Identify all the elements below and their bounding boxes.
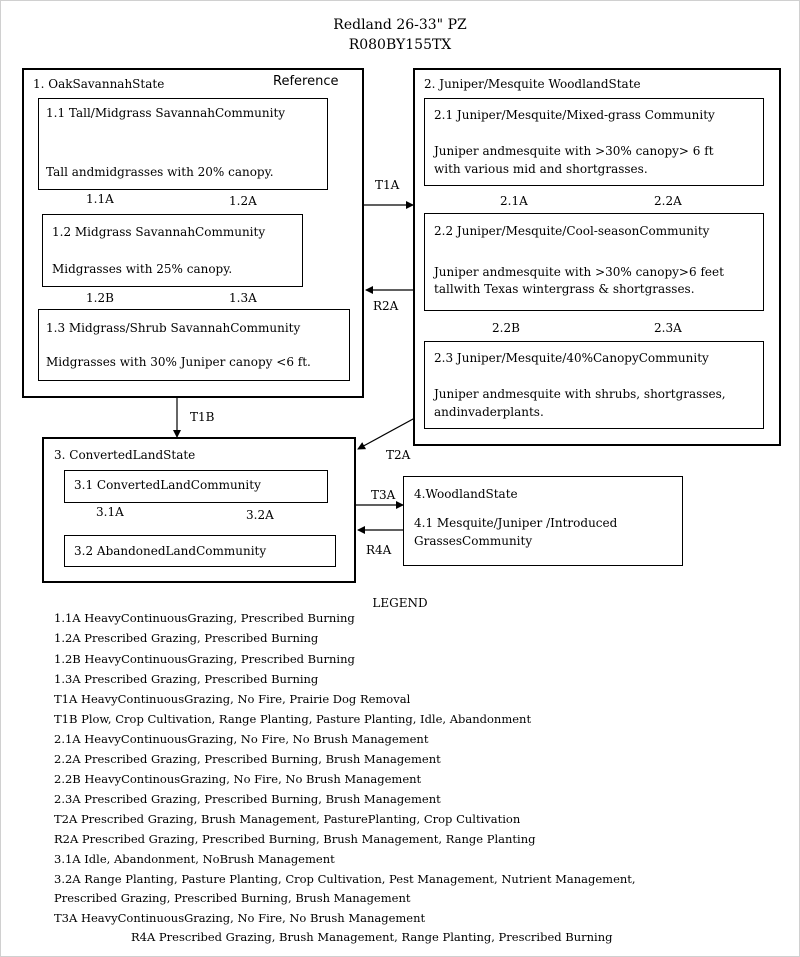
community-1-2 (42, 214, 303, 287)
legend-item: T1B Plow, Crop Cultivation, Range Planting, Pasture Planting, Idle, Abandonment (54, 712, 532, 726)
community-2-1-desc-line1: Juniper andmesquite with >30% canopy> 6 ft (434, 144, 714, 158)
community-4-1-line2: GrassesCommunity (414, 534, 533, 548)
community-2-3-desc-line1: Juniper andmesquite with shrubs, shortgrasses, (434, 387, 726, 401)
legend-item: 2.1A HeavyContinuousGrazing, No Fire, No Brush Management (54, 732, 429, 746)
community-2-3-title: 2.3 Juniper/Mesquite/40%CanopyCommunity (434, 351, 709, 365)
legend-item: 1.2B HeavyContinuousGrazing, Prescribed Burning (54, 652, 355, 666)
community-1-1-desc: Tall andmidgrasses with 20% canopy. (46, 165, 274, 179)
community-2-1-title: 2.1 Juniper/Mesquite/Mixed-grass Community (434, 108, 715, 122)
community-2-2-title: 2.2 Juniper/Mesquite/Cool-seasonCommunity (434, 224, 710, 238)
legend-item: 2.2A Prescribed Grazing, Prescribed Burning, Brush Management (54, 752, 441, 766)
legend-item: 3.2A Range Planting, Pasture Planting, Crop Cultivation, Pest Management, Nutrient Management, (54, 872, 636, 886)
transition-label-1-1A: 1.1A (86, 192, 114, 206)
transition-label-T1A: T1A (375, 178, 400, 192)
legend-item: 2.2B HeavyContinousGrazing, No Fire, No Brush Management (54, 772, 422, 786)
community-1-2-title: 1.2 Midgrass SavannahCommunity (52, 225, 266, 239)
legend-title: LEGEND (372, 596, 428, 610)
community-2-3-desc-line2: andinvaderplants. (434, 405, 544, 419)
transition-label-2-2B: 2.2B (492, 321, 520, 335)
community-2-2-desc-line2: tallwith Texas wintergrass & shortgrasses. (434, 282, 695, 296)
reference-label: Reference (273, 74, 339, 89)
community-3-1 (64, 470, 328, 503)
legend-item: T3A HeavyContinuousGrazing, No Fire, No Brush Management (54, 911, 426, 925)
transition-label-2-1A: 2.1A (500, 194, 528, 208)
state-4-title: 4.WoodlandState (414, 487, 518, 501)
community-1-3-desc: Midgrasses with 30% Juniper canopy <6 ft. (46, 355, 311, 369)
community-2-1 (424, 98, 764, 186)
state-1-title: 1. OakSavannahState (33, 77, 165, 91)
transition-label-T1B: T1B (190, 410, 215, 424)
community-1-1 (38, 98, 328, 190)
transition-label-2-3A: 2.3A (654, 321, 682, 335)
community-1-1-title: 1.1 Tall/Midgrass SavannahCommunity (46, 106, 286, 120)
community-1-2-desc: Midgrasses with 25% canopy. (52, 262, 233, 276)
transition-label-1-3A: 1.3A (229, 291, 257, 305)
community-3-2-title: 3.2 AbandonedLandCommunity (74, 544, 267, 558)
community-3-1-title: 3.1 ConvertedLandCommunity (74, 478, 261, 492)
transition-label-R4A: R4A (366, 543, 392, 557)
legend-item: 1.3A Prescribed Grazing, Prescribed Burning (54, 672, 319, 686)
community-1-3 (38, 309, 350, 381)
transition-label-3-2A: 3.2A (246, 508, 274, 522)
legend-item: 1.1A HeavyContinuousGrazing, Prescribed Burning (54, 611, 355, 625)
community-3-2 (64, 535, 336, 567)
transition-label-R2A: R2A (373, 299, 399, 313)
legend-item: T1A HeavyContinuousGrazing, No Fire, Prairie Dog Removal (54, 692, 411, 706)
legend-item: 2.3A Prescribed Grazing, Prescribed Burning, Brush Management (54, 792, 441, 806)
state-2-title: 2. Juniper/Mesquite WoodlandState (424, 77, 641, 91)
legend-item: 3.1A Idle, Abandonment, NoBrush Management (54, 852, 335, 866)
transition-label-3-1A: 3.1A (96, 505, 124, 519)
diagram-title: Redland 26-33" PZ (333, 17, 467, 33)
community-2-2-desc-line1: Juniper andmesquite with >30% canopy>6 feet (434, 265, 724, 279)
transition-label-2-2A: 2.2A (654, 194, 682, 208)
transition-label-T3A: T3A (371, 488, 396, 502)
state-4-woodland (403, 476, 683, 566)
legend-item: T2A Prescribed Grazing, Brush Management, PasturePlanting, Crop Cultivation (54, 812, 521, 826)
diagram-subtitle: R080BY155TX (348, 37, 452, 53)
community-4-1-line1: 4.1 Mesquite/Juniper /Introduced (414, 516, 618, 530)
community-1-3-title: 1.3 Midgrass/Shrub SavannahCommunity (46, 321, 301, 335)
transition-label-1-2B: 1.2B (86, 291, 114, 305)
transition-label-T2A: T2A (386, 448, 411, 462)
state-3-title: 3. ConvertedLandState (54, 448, 196, 462)
legend-item: Prescribed Grazing, Prescribed Burning, Brush Management (54, 891, 411, 905)
transition-label-1-2A: 1.2A (229, 194, 257, 208)
legend-item: 1.2A Prescribed Grazing, Prescribed Burning (54, 631, 319, 645)
community-2-1-desc-line2: with various mid and shortgrasses. (434, 162, 648, 176)
legend-item: R4A Prescribed Grazing, Brush Management, Range Planting, Prescribed Burning (131, 930, 613, 944)
legend-item: R2A Prescribed Grazing, Prescribed Burning, Brush Management, Range Planting (54, 832, 536, 846)
community-2-2 (424, 213, 764, 311)
community-2-3 (424, 341, 764, 429)
